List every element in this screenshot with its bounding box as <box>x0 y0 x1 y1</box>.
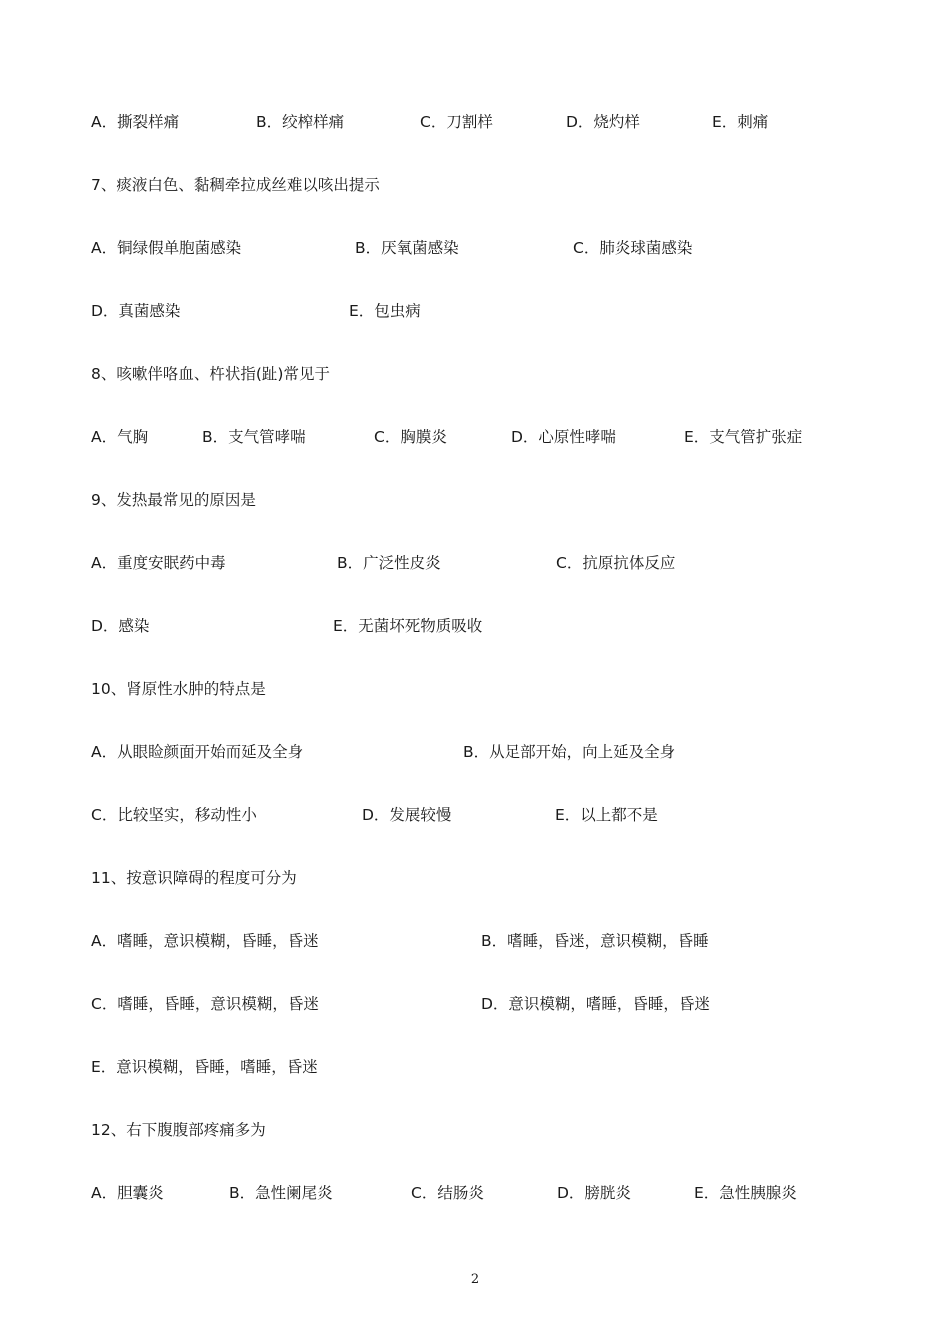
question-text: 8、咳嗽伴咯血、杵状指(趾)常见于 <box>91 365 330 383</box>
page-number: 2 <box>470 1272 480 1287</box>
q7-option-e: E．包虫病 <box>349 302 421 320</box>
q9-option-d: D．感染 <box>91 617 150 635</box>
question-text: 7、痰液白色、黏稠牵拉成丝难以咳出提示 <box>91 176 380 194</box>
q6-option-e: E．刺痛 <box>712 113 769 131</box>
q10-option-e: E．以上都不是 <box>555 806 658 824</box>
q7-option-a: A．铜绿假单胞菌感染 <box>91 239 242 257</box>
q12-option-a: A．胆囊炎 <box>91 1184 164 1202</box>
q9-option-b: B．广泛性皮炎 <box>337 554 441 572</box>
q6-option-d: D．烧灼样 <box>566 113 640 131</box>
q8-option-a: A．气胸 <box>91 428 149 446</box>
q12-option-b: B．急性阑尾炎 <box>229 1184 333 1202</box>
q10-option-a: A．从眼睑颜面开始而延及全身 <box>91 743 304 761</box>
q11-option-e: E．意识模糊，昏睡，嗜睡，昏迷 <box>91 1058 318 1076</box>
q8-option-d: D．心原性哮喘 <box>511 428 616 446</box>
q11-option-c: C．嗜睡，昏睡，意识模糊，昏迷 <box>91 995 319 1013</box>
q6-option-b: B．绞榨样痛 <box>256 113 345 131</box>
q12-option-d: D．膀胱炎 <box>557 1184 631 1202</box>
q8-option-c: C．胸膜炎 <box>374 428 447 446</box>
question-text: 10、肾原性水肿的特点是 <box>91 680 266 698</box>
q10-option-b: B．从足部开始，向上延及全身 <box>463 743 676 761</box>
q9-option-c: C．抗原抗体反应 <box>556 554 676 572</box>
q7-option-d: D．真菌感染 <box>91 302 181 320</box>
q9-option-a: A．重度安眠药中毒 <box>91 554 226 572</box>
q6-option-a: A．撕裂样痛 <box>91 113 180 131</box>
q7-option-b: B．厌氧菌感染 <box>355 239 459 257</box>
q8-option-e: E．支气管扩张症 <box>684 428 803 446</box>
q11-option-b: B．嗜睡，昏迷，意识模糊，昏睡 <box>481 932 709 950</box>
q8-option-b: B．支气管哮喘 <box>202 428 306 446</box>
q10-option-d: D．发展较慢 <box>362 806 452 824</box>
q9-option-e: E．无菌坏死物质吸收 <box>333 617 483 635</box>
q11-option-d: D．意识模糊，嗜睡，昏睡，昏迷 <box>481 995 710 1013</box>
q6-option-c: C．刀割样 <box>420 113 493 131</box>
q12-option-e: E．急性胰腺炎 <box>694 1184 797 1202</box>
q7-option-c: C．肺炎球菌感染 <box>573 239 693 257</box>
q12-option-c: C．结肠炎 <box>411 1184 484 1202</box>
question-text: 9、发热最常见的原因是 <box>91 491 256 509</box>
question-text: 12、右下腹腹部疼痛多为 <box>91 1121 266 1139</box>
q11-option-a: A．嗜睡，意识模糊，昏睡，昏迷 <box>91 932 319 950</box>
question-text: 11、按意识障碍的程度可分为 <box>91 869 297 887</box>
q10-option-c: C．比较坚实，移动性小 <box>91 806 257 824</box>
